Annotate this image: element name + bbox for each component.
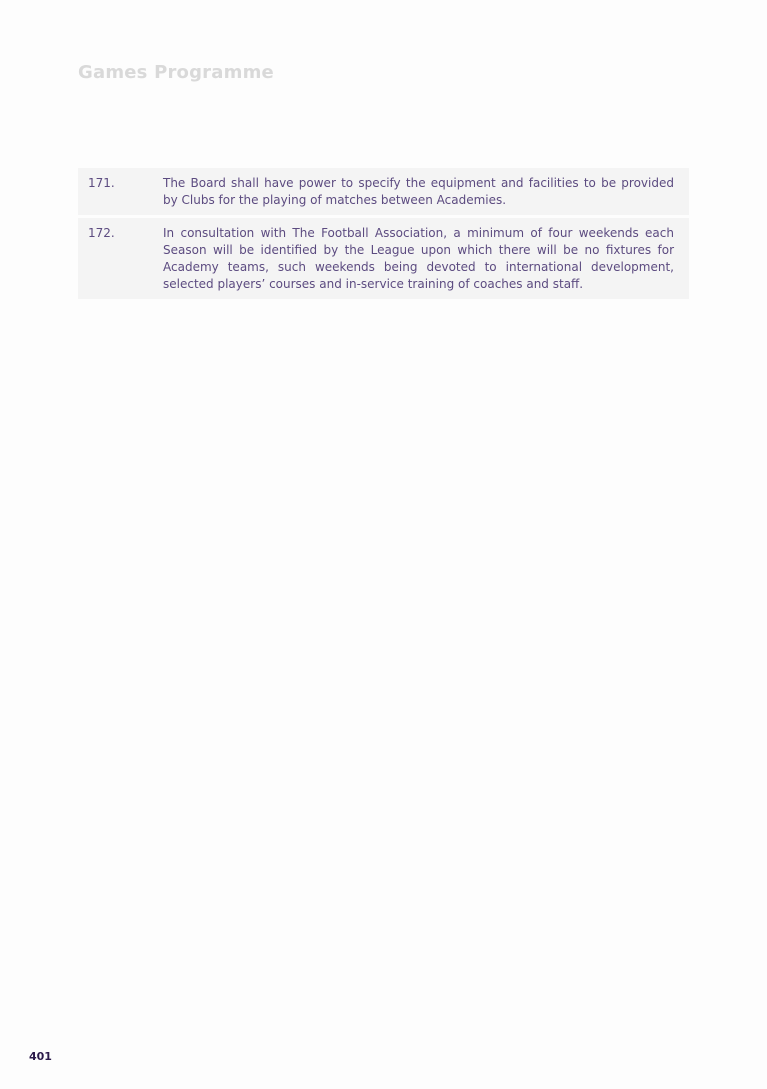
rule-number: 171.	[88, 176, 115, 190]
section-title: Games Programme	[78, 62, 274, 83]
rule-row-171	[78, 168, 689, 215]
rule-number: 172.	[88, 226, 115, 240]
rule-text: The Board shall have power to specify the equipment and facilities to be provided by Clubs for the playing of matches between Academies.	[163, 176, 674, 207]
rule-text: In consultation with The Football Association, a minimum of four weekends each Season will be identified by the League upon which there will be no fixtures for Academy teams, such weekends being devoted to international development, selected players’ courses and in-service training of coaches and staff.	[163, 226, 674, 291]
rule-row-172	[78, 218, 689, 299]
rules-table	[78, 168, 689, 302]
page-number: 401	[29, 1050, 52, 1063]
